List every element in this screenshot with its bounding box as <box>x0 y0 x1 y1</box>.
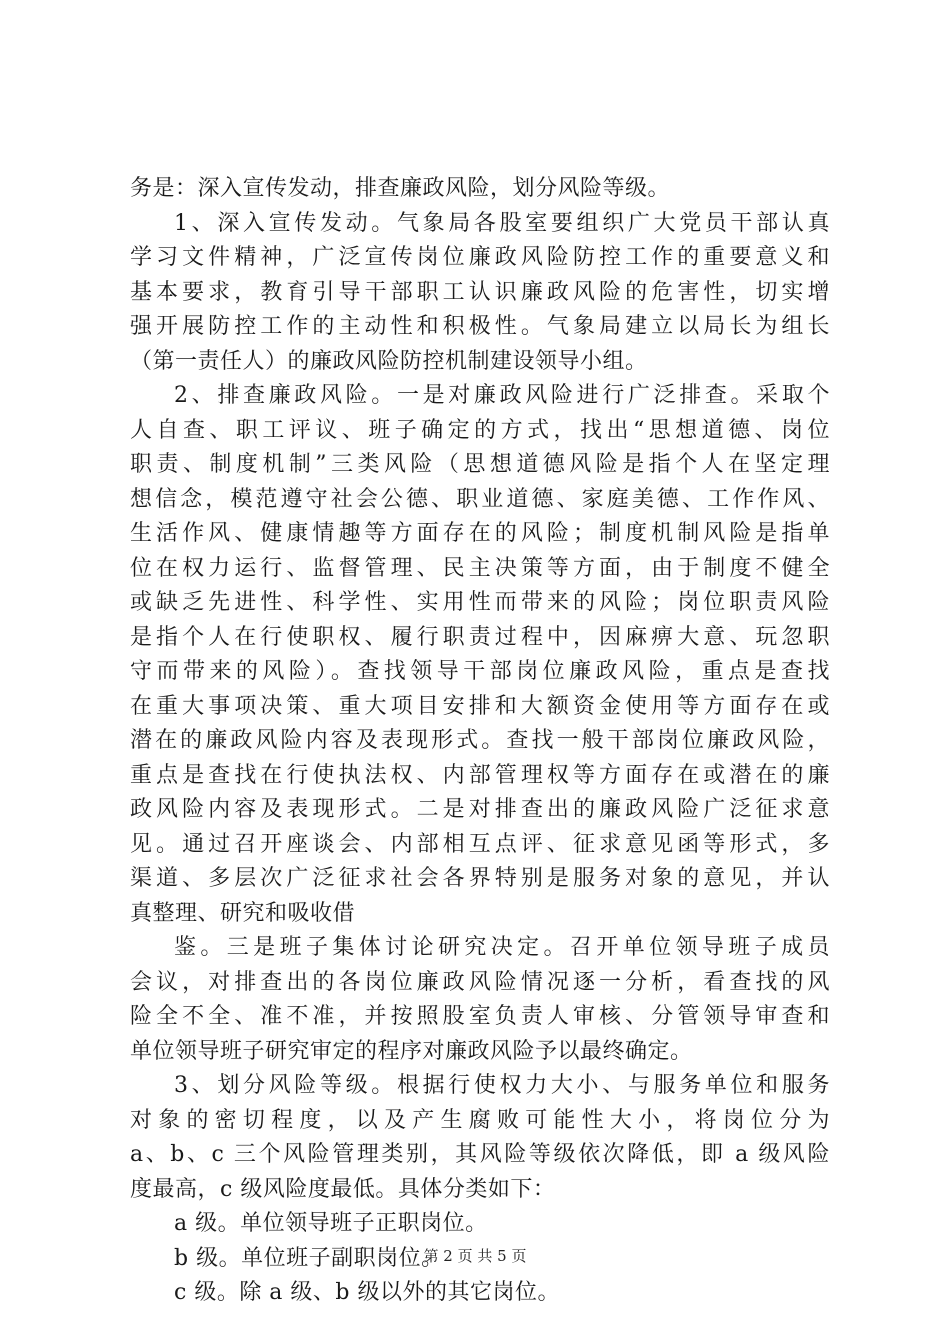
paragraph-line: 潜在的廉政风险内容及表现形式。查找一般干部岗位廉政风险， <box>130 728 830 753</box>
paragraph-line: 职责、制度机制”三类风险（思想道德风险是指个人在坚定理 <box>130 452 830 477</box>
paragraph-line: 学习文件精神，广泛宣传岗位廉政风险防控工作的重要意义和 <box>130 245 830 270</box>
paragraph-line: 守而带来的风险）。查找领导干部岗位廉政风险，重点是查找 <box>130 659 830 684</box>
paragraph-line: 2、排查廉政风险。一是对廉政风险进行广泛排查。采取个 <box>174 383 830 408</box>
paragraph-line: 3、划分风险等级。根据行使权力大小、与服务单位和服务 <box>174 1073 830 1098</box>
paragraph-line: 度最高，c 级风险度最低。具体分类如下： <box>130 1176 556 1202</box>
document-body <box>130 172 830 1311</box>
paragraph-line: 人自查、职工评议、班子确定的方式，找出“思想道德、岗位 <box>130 417 830 443</box>
paragraph-line: 重点是查找在行使执法权、内部管理权等方面存在或潜在的廉 <box>130 762 830 788</box>
paragraph-line: （第一责任人）的廉政风险防控机制建设领导小组。 <box>130 348 648 374</box>
paragraph-line: b 级。单位班子副职岗位。 <box>174 1245 444 1271</box>
paragraph-line: 基本要求，教育引导干部职工认识廉政风险的危害性，切实增 <box>130 279 830 305</box>
paragraph-line: 真整理、研究和吸收借 <box>130 900 356 926</box>
paragraph-line: 1、深入宣传发动。气象局各股室要组织广大党员干部认真 <box>174 210 830 236</box>
paragraph-line: a 级。单位领导班子正职岗位。 <box>174 1211 488 1236</box>
paragraph-line: 是指个人在行使职权、履行职责过程中，因麻痹大意、玩忽职 <box>130 624 830 650</box>
paragraph-line: 会议，对排查出的各岗位廉政风险情况逐一分析，看查找的风 <box>130 969 830 995</box>
paragraph-line: 位在权力运行、监督管理、民主决策等方面，由于制度不健全 <box>130 555 830 581</box>
paragraph-line: 渠道、多层次广泛征求社会各界特别是服务对象的意见，并认 <box>130 866 830 891</box>
paragraph-line: 在重大事项决策、重大项目安排和大额资金使用等方面存在或 <box>130 693 830 719</box>
paragraph-line: 生活作风、健康情趣等方面存在的风险；制度机制风险是指单 <box>130 521 830 546</box>
paragraph-line: 务是：深入宣传发动，排查廉政风险，划分风险等级。 <box>130 176 671 201</box>
page-number-footer: 第 2 页 共 5 页 <box>423 1247 527 1265</box>
paragraph-line: 单位领导班子研究审定的程序对廉政风险予以最终确定。 <box>130 1038 693 1064</box>
paragraph-line: 鉴。三是班子集体讨论研究决定。召开单位领导班子成员 <box>174 935 830 960</box>
paragraph-line: 政风险内容及表现形式。二是对排查出的廉政风险广泛征求意 <box>130 797 830 822</box>
paragraph-line: 或缺乏先进性、科学性、实用性而带来的风险；岗位职责风险 <box>130 590 830 615</box>
paragraph-line: 想信念，模范遵守社会公德、职业道德、家庭美德、工作作风、 <box>130 486 830 512</box>
paragraph-line: 见。通过召开座谈会、内部相互点评、征求意见函等形式，多 <box>130 831 830 857</box>
paragraph-line: a、b、c 三个风险管理类别，其风险等级依次降低，即 a 级风险 <box>130 1142 830 1167</box>
paragraph-line: 对象的密切程度，以及产生腐败可能性大小，将岗位分为 <box>130 1107 830 1133</box>
paragraph-line: c 级。除 a 级、b 级以外的其它岗位。 <box>174 1280 560 1305</box>
paragraph-line: 险全不全、准不准，并按照股室负责人审核、分管领导审查和 <box>130 1004 830 1029</box>
paragraph-line: 强开展防控工作的主动性和积极性。气象局建立以局长为组长 <box>130 314 830 339</box>
